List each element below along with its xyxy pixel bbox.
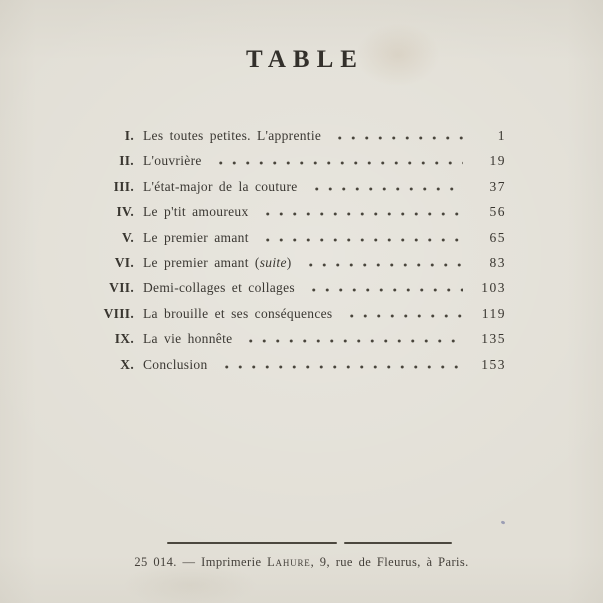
chapter-numeral: IX. [114,331,134,347]
toc-list [86,128,506,382]
toc-entry [86,280,506,305]
toc-entry [86,306,506,331]
chapter-numeral: VIII. [103,305,134,321]
page-number: 135 [481,331,506,347]
page-number: 83 [489,254,506,270]
toc-entry [86,331,506,356]
chapter-numeral: IV. [116,204,134,220]
chapter-numeral: I. [124,128,134,143]
toc-entry [86,204,506,229]
chapter-title: L'ouvrière [143,153,202,169]
toc-entry [86,230,506,255]
page-number: 153 [481,356,506,372]
chapter-numeral: III. [113,178,134,194]
leader-dots [241,339,463,343]
chapter-numeral: VI. [114,254,134,270]
chapter-title: La vie honnête [143,331,233,347]
leader-dots [258,238,463,242]
page-number: 1 [497,128,506,143]
chapter-numeral: V. [122,229,134,245]
page-number: 19 [489,153,506,169]
page-number: 37 [489,178,506,194]
leader-dots [330,136,463,140]
leader-dots [304,288,463,292]
leader-dots [307,187,463,191]
chapter-numeral: VII. [109,280,134,296]
printer-rule-left [167,542,337,544]
page-number: 103 [481,280,506,296]
toc-entry [86,128,506,153]
chapter-numeral: II. [119,153,134,169]
leader-dots [342,314,464,318]
chapter-title: Les toutes petites. L'apprentie [143,128,322,143]
printer-rule-right [344,542,452,544]
leader-dots [211,161,463,165]
leader-dots [301,263,463,267]
imprint-line [0,555,603,570]
chapter-title: Le premier amant [143,229,249,245]
leader-dots [217,365,463,369]
page-number: 56 [489,204,506,220]
chapter-numeral: X. [120,356,134,372]
page-title: TABLE [246,46,364,73]
toc-entry [86,179,506,204]
printer-name: Lahure [267,555,311,569]
page-number: 119 [481,305,506,321]
toc-entry [86,153,506,178]
chapter-title: Le premier amant (suite) [143,254,292,270]
imprint-text-before: 25 014. — Imprimerie [134,555,268,569]
leader-dots [258,212,463,216]
chapter-title: La brouille et ses conséquences [143,305,333,321]
toc-entry [86,255,506,280]
ink-speck [501,520,506,524]
page-number: 65 [489,229,506,245]
chapter-title: L'état-major de la couture [143,178,298,194]
chapter-title: Le p'tit amoureux [143,204,249,220]
chapter-title: Demi-collages et collages [143,280,295,296]
chapter-title: Conclusion [143,356,208,372]
imprint-text-after: , 9, rue de Fleurus, à Paris. [310,555,469,569]
toc-entry [86,357,506,382]
